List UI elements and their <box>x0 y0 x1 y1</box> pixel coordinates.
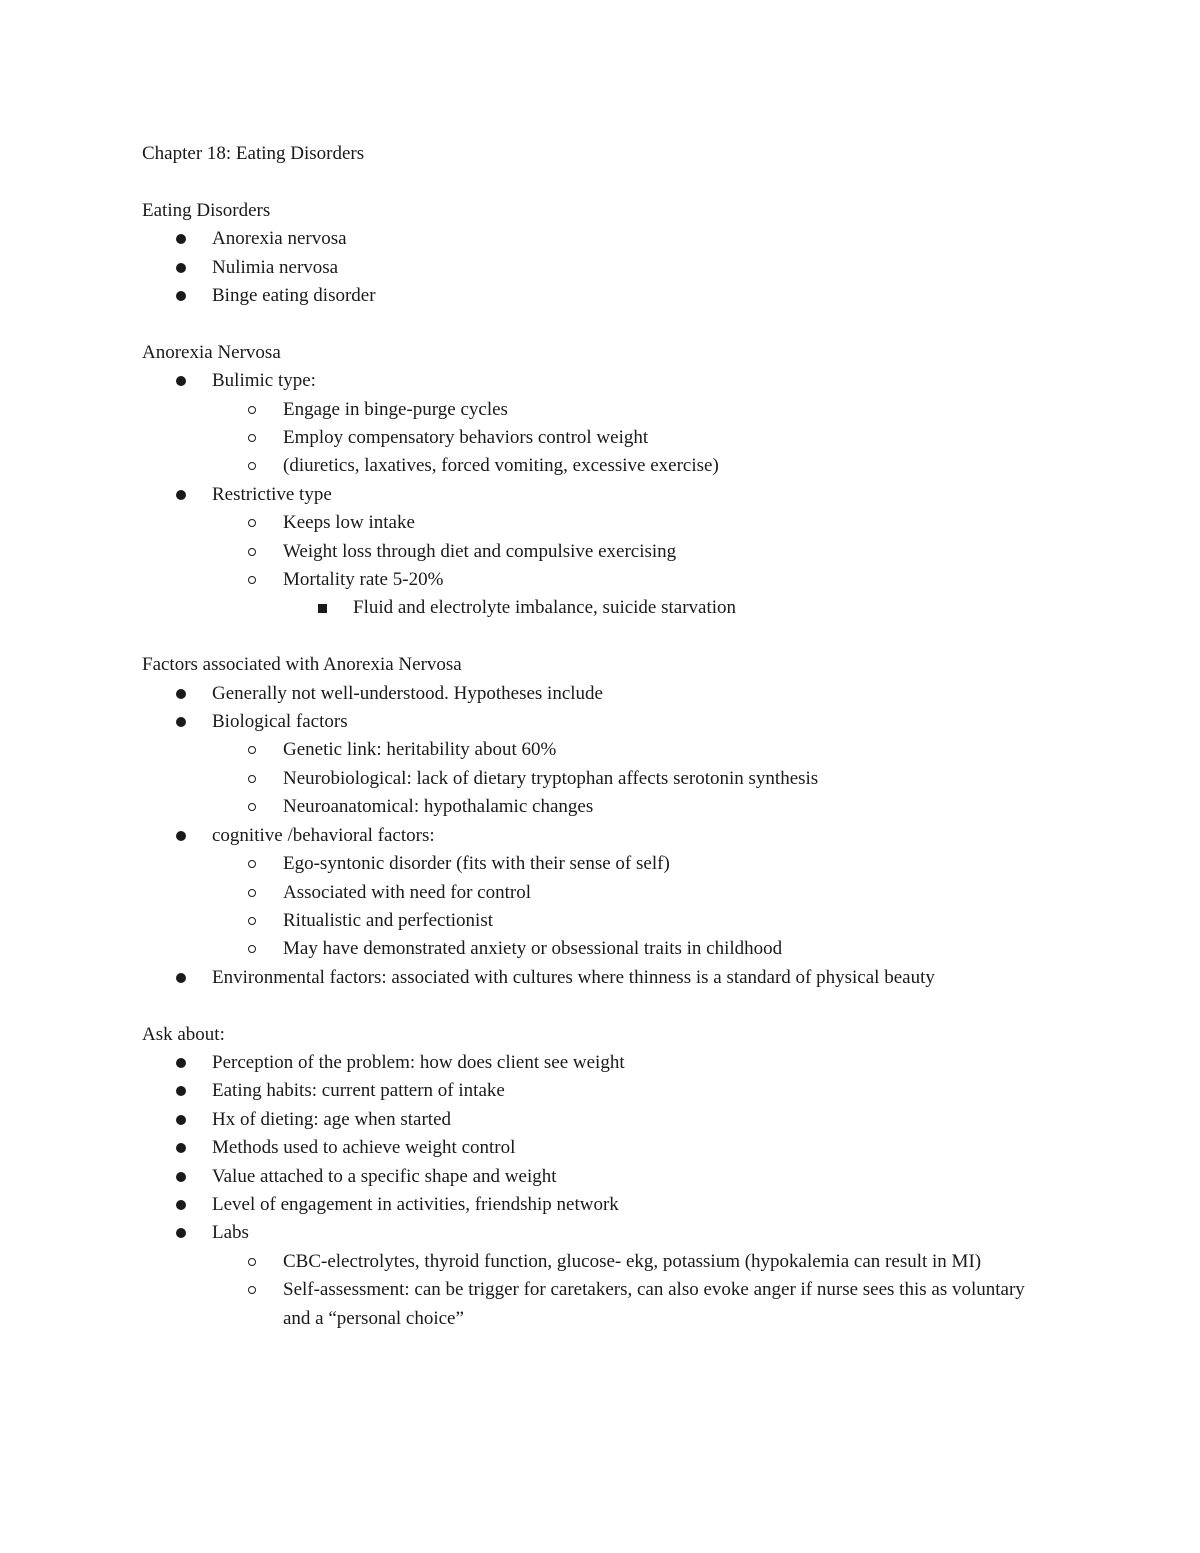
hollow-bullet-icon <box>248 945 256 953</box>
hollow-bullet-icon <box>248 1286 256 1294</box>
filled-bullet-icon <box>176 1172 186 1182</box>
hollow-bullet-icon <box>248 576 256 584</box>
spacer <box>142 992 1042 1020</box>
list-item: Methods used to achieve weight control <box>142 1134 1042 1162</box>
list-item: Genetic link: heritability about 60% <box>142 736 1042 764</box>
list-item: Mortality rate 5-20% <box>142 566 1042 594</box>
filled-bullet-icon <box>176 689 186 699</box>
hollow-bullet-icon <box>248 434 256 442</box>
list-item: Weight loss through diet and compulsive exercising <box>142 538 1042 566</box>
eating-disorders-list <box>142 225 1042 310</box>
list-item: Environmental factors: associated with cultures where thinness is a standard of physical beauty <box>142 964 1042 992</box>
list-item: Binge eating disorder <box>142 282 1042 310</box>
list-item: Restrictive type <box>142 481 1042 509</box>
filled-bullet-icon <box>176 831 186 841</box>
list-item: Associated with need for control <box>142 879 1042 907</box>
list-item: Eating habits: current pattern of intake <box>142 1077 1042 1105</box>
list-item: Value attached to a specific shape and weight <box>142 1163 1042 1191</box>
list-item: Level of engagement in activities, friendship network <box>142 1191 1042 1219</box>
ask-about-list <box>142 1049 1042 1333</box>
document-page <box>142 140 1042 1333</box>
filled-bullet-icon <box>176 263 186 273</box>
list-item: Keeps low intake <box>142 509 1042 537</box>
filled-bullet-icon <box>176 234 186 244</box>
list-item: Ritualistic and perfectionist <box>142 907 1042 935</box>
filled-bullet-icon <box>176 1058 186 1068</box>
list-item: Employ compensatory behaviors control weight <box>142 424 1042 452</box>
filled-bullet-icon <box>176 490 186 500</box>
list-item: Ego-syntonic disorder (fits with their sense of self) <box>142 850 1042 878</box>
hollow-bullet-icon <box>248 548 256 556</box>
filled-bullet-icon <box>176 973 186 983</box>
list-item: Biological factors <box>142 708 1042 736</box>
section-heading-ask-about: Ask about: <box>142 1023 225 1045</box>
list-item: (diuretics, laxatives, forced vomiting, excessive exercise) <box>142 452 1042 480</box>
list-item: cognitive /behavioral factors: <box>142 822 1042 850</box>
list-item: Labs <box>142 1219 1042 1247</box>
hollow-bullet-icon <box>248 889 256 897</box>
section-heading-anorexia: Anorexia Nervosa <box>142 341 281 363</box>
hollow-bullet-icon <box>248 775 256 783</box>
list-item: Self-assessment: can be trigger for caretakers, can also evoke anger if nurse sees this as voluntary and a “personal choice” <box>142 1276 1042 1333</box>
filled-bullet-icon <box>176 291 186 301</box>
list-item: Neurobiological: lack of dietary tryptophan affects serotonin synthesis <box>142 765 1042 793</box>
filled-bullet-icon <box>176 1228 186 1238</box>
filled-bullet-icon <box>176 1143 186 1153</box>
spacer <box>142 168 1042 196</box>
list-item: Bulimic type: <box>142 367 1042 395</box>
hollow-bullet-icon <box>248 746 256 754</box>
hollow-bullet-icon <box>248 860 256 868</box>
section-heading-eating-disorders: Eating Disorders <box>142 199 271 221</box>
hollow-bullet-icon <box>248 406 256 414</box>
factors-list <box>142 680 1042 992</box>
spacer <box>142 310 1042 338</box>
list-item: Generally not well-understood. Hypotheses include <box>142 680 1042 708</box>
filled-bullet-icon <box>176 376 186 386</box>
hollow-bullet-icon <box>248 1258 256 1266</box>
list-item: Engage in binge-purge cycles <box>142 396 1042 424</box>
spacer <box>142 623 1042 651</box>
document-title: Chapter 18: Eating Disorders <box>142 143 365 164</box>
hollow-bullet-icon <box>248 519 256 527</box>
list-item: Anorexia nervosa <box>142 225 1042 253</box>
list-item: Fluid and electrolyte imbalance, suicide starvation <box>142 594 1042 622</box>
filled-bullet-icon <box>176 1086 186 1096</box>
anorexia-list <box>142 367 1042 623</box>
filled-bullet-icon <box>176 1200 186 1210</box>
list-item: Perception of the problem: how does client see weight <box>142 1049 1042 1077</box>
hollow-bullet-icon <box>248 462 256 470</box>
filled-bullet-icon <box>176 1115 186 1125</box>
hollow-bullet-icon <box>248 917 256 925</box>
section-heading-factors: Factors associated with Anorexia Nervosa <box>142 654 462 676</box>
square-bullet-icon <box>318 604 327 613</box>
list-item: Neuroanatomical: hypothalamic changes <box>142 793 1042 821</box>
list-item: CBC-electrolytes, thyroid function, glucose- ekg, potassium (hypokalemia can result in MI) <box>142 1248 1042 1276</box>
list-item: Nulimia nervosa <box>142 254 1042 282</box>
hollow-bullet-icon <box>248 803 256 811</box>
list-item: Hx of dieting: age when started <box>142 1106 1042 1134</box>
filled-bullet-icon <box>176 717 186 727</box>
list-item: May have demonstrated anxiety or obsessional traits in childhood <box>142 935 1042 963</box>
